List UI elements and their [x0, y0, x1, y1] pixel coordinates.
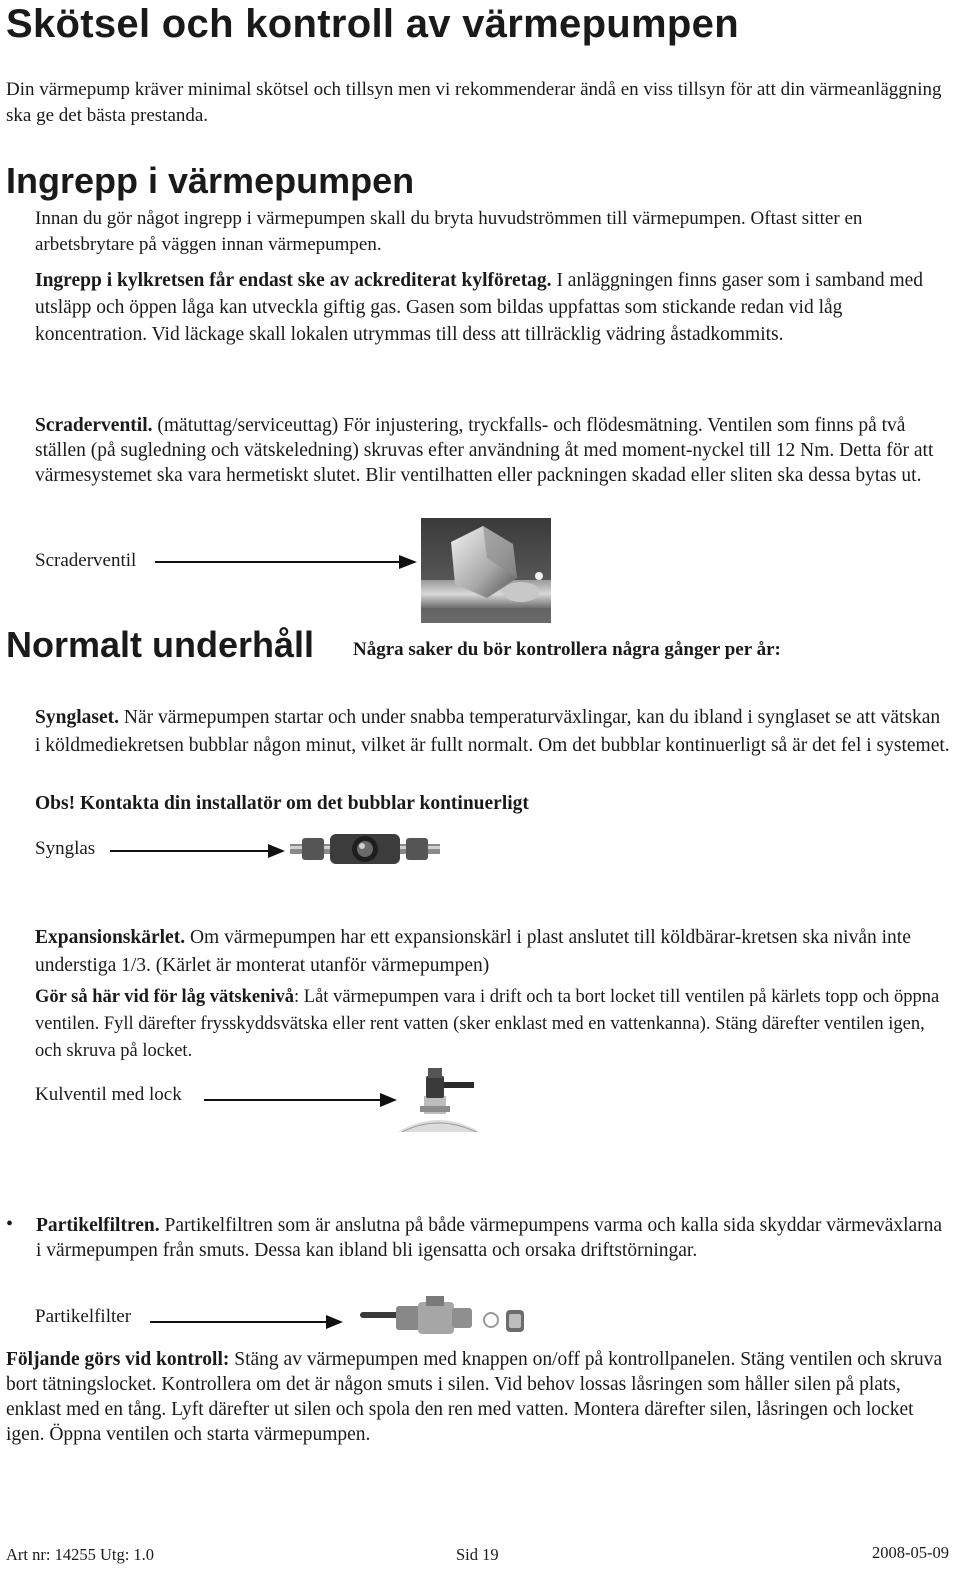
synglas-arrow: [110, 842, 285, 860]
footer-date: 2008-05-09: [872, 1543, 949, 1562]
expansion-howto-bold: Gör så här vid för låg vätskenivå: [35, 987, 295, 1007]
expansion-howto: [35, 984, 950, 1065]
scrader-arrow: [155, 553, 417, 571]
expansion-howto-text: : Låt värmepumpen vara i drift och ta bort locket till ventilen på kärlets topp och öppna ventilen. Fyll därefter frysskyddsvätska eller rent vatten (sker enklast med en vattenkanna). Stäng därefter ventilen igen, och skruva på locket.: [35, 987, 940, 1061]
partikel-paragraph: [36, 1213, 951, 1263]
scrader-figure-label: Scraderventil: [35, 550, 137, 571]
synglas-figure-label: Synglas: [35, 838, 96, 859]
scrader-paragraph: [35, 413, 950, 488]
partikelfilter-arrow: [150, 1313, 343, 1331]
section-heading-ingrepp: Ingrepp i värmepumpen: [6, 160, 415, 201]
partikel-text: Partikelfiltren som är anslutna på både värmepumpens varma och kalla sida skyddar värmeväxlarna i värmepumpen från smuts. Dessa kan ibland bli igensatta och orsaka driftstörningar.: [36, 1215, 943, 1261]
partikel-bullet: •: [6, 1213, 14, 1235]
page-title: Skötsel och kontroll av värmepumpen: [6, 2, 739, 46]
scrader-text: (mätuttag/serviceuttag) För injustering, tryckfalls- och flödesmätning. Ventilen som finns på två ställen (på sugledning och vätskeledning) skruvas efter användning åt med moment-nyckel till 12 Nm. Detta för att värmesystemet ska vara hermetiskt slutet. Blir ventilhatten eller packningen skadad eller sliten ska dessa bytas ut.: [35, 415, 934, 486]
synglas-term: Synglaset.: [35, 707, 119, 728]
normalt-subheading: Några saker du bör kontrollera några gånger per år:: [353, 639, 781, 660]
expansion-term: Expansionskärlet.: [35, 927, 186, 948]
scrader-valve-photo: [421, 518, 551, 623]
synglas-warning: Obs! Kontakta din installatör om det bubblar kontinuerligt: [35, 793, 529, 814]
partikelfilter-photo: [360, 1292, 538, 1344]
synglas-photo: [290, 828, 440, 870]
intro-paragraph: Din värmepump kräver minimal skötsel och tillsyn men vi rekommenderar ändå en viss tillsyn för att din värmeanläggning ska ge det bästa prestanda.: [6, 79, 942, 126]
kulventil-figure-label: Kulventil med lock: [35, 1084, 182, 1105]
partikel-term: Partikelfiltren.: [36, 1215, 160, 1236]
partikelfilter-figure-label: Partikelfilter: [35, 1306, 132, 1327]
kulventil-arrow: [204, 1091, 397, 1109]
kontroll-term: Följande görs vid kontroll:: [6, 1349, 230, 1370]
synglas-text: När värmepumpen startar och under snabba temperaturväxlingar, kan du ibland i synglaset se att vätskan i köldmediekretsen bubblar någon minut, vilket är fullt normalt. Om det bubblar kontinuerligt så är det fel i systemet.: [35, 707, 950, 756]
expansion-paragraph: [35, 924, 950, 979]
footer-article-number: Art nr: 14255 Utg: 1.0: [6, 1545, 155, 1564]
expansion-text: Om värmepumpen har ett expansionskärl i plast anslutet till köldbärar-kretsen ska nivån inte understiga 1/3. (Kärlet är monterat utanför värmepumpen): [35, 927, 911, 976]
ingrepp-warning-bold: Ingrepp i kylkretsen får endast ske av ackrediterat kylföretag.: [35, 270, 552, 291]
synglas-paragraph: [35, 704, 950, 759]
ingrepp-paragraph-2: [35, 267, 950, 348]
section-heading-normalt: Normalt underhåll: [6, 624, 315, 665]
kulventil-photo: [398, 1062, 480, 1132]
ingrepp-paragraph-2-text: I anläggningen finns gaser som i samband med utsläpp och öppen låga kan utveckla giftig gas. Gasen som bildas uppfattas som stickande redan vid låg koncentration. Vid läckage skall lokalen utrymmas till dess att tillräcklig vädring åstadkommits.: [35, 270, 924, 345]
kontroll-paragraph: [6, 1347, 951, 1447]
kontroll-text: Stäng av värmepumpen med knappen on/off på kontrollpanelen. Stäng ventilen och skruva bort tätningslocket. Kontrollera om det är någon smuts i silen. Vid behov lossas låsringen som håller silen på plats, enklast med en tång. Lyft därefter ut silen och spola den ren med vatten. Montera därefter silen, låsringen och locket igen. Öppna ventilen och starta värmepumpen.: [6, 1349, 943, 1445]
footer-page-number: Sid 19: [456, 1545, 499, 1564]
ingrepp-paragraph-1: Innan du gör något ingrepp i värmepumpen skall du bryta huvudströmmen till värmepumpen. Oftast sitter en arbetsbrytare på väggen innan värmepumpen.: [35, 208, 863, 255]
scrader-term: Scraderventil.: [35, 415, 153, 436]
